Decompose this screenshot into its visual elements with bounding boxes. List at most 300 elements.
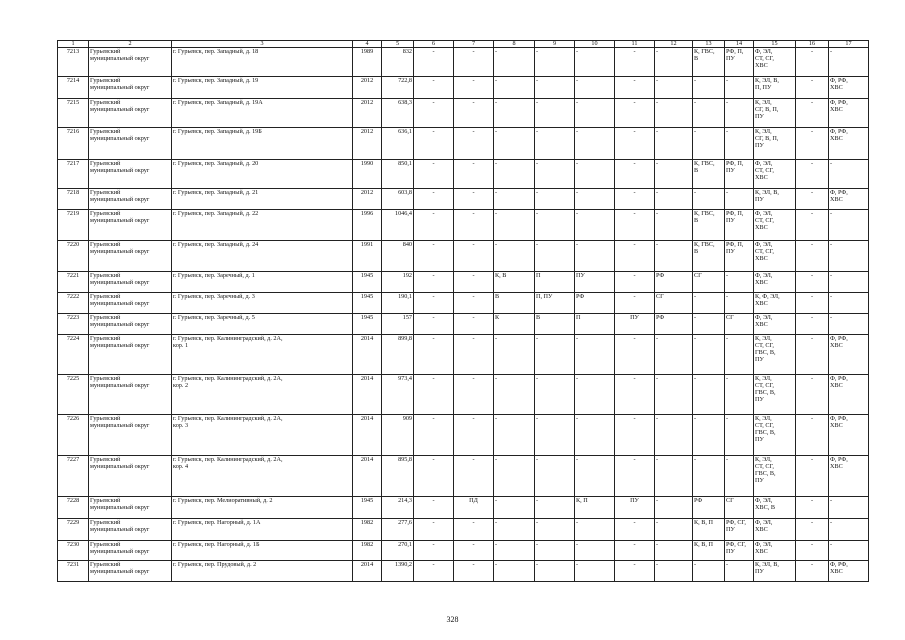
table-cell: 722,8 — [382, 77, 414, 99]
table-cell: - — [414, 497, 454, 519]
table-row — [58, 160, 869, 189]
table-row — [58, 314, 869, 335]
table-cell: - — [414, 314, 454, 335]
table-cell: 7217 — [58, 160, 89, 189]
table-row — [58, 48, 869, 77]
table-row — [58, 375, 869, 415]
table-cell: ПУ — [615, 314, 655, 335]
table-cell: 636,1 — [382, 128, 414, 160]
table-cell: - — [494, 519, 535, 541]
table-cell: - — [693, 314, 725, 335]
table-row — [58, 99, 869, 128]
table-cell: - — [494, 456, 535, 497]
table-cell: - — [535, 415, 575, 456]
table-cell: - — [615, 241, 655, 272]
table-row — [58, 456, 869, 497]
table-cell: - — [575, 77, 615, 99]
table-cell: Гурьевский муниципальный округ — [89, 415, 172, 456]
table-cell: К, ЭЛ, СТ, СГ, ГВС, В, ПУ — [754, 335, 796, 375]
table-cell: - — [454, 293, 494, 314]
table-cell: - — [575, 128, 615, 160]
table-cell: - — [535, 48, 575, 77]
table-cell: Гурьевский муниципальный округ — [89, 128, 172, 160]
table-cell: 7215 — [58, 99, 89, 128]
table-cell: К, ЭЛ, В, П, ПУ — [754, 77, 796, 99]
table-cell: - — [494, 335, 535, 375]
table-cell: - — [655, 497, 693, 519]
table-cell: - — [535, 128, 575, 160]
table-cell: РФ, СГ, ПУ — [725, 519, 754, 541]
table-cell: - — [575, 160, 615, 189]
table-cell: - — [494, 541, 535, 561]
table-cell: - — [454, 160, 494, 189]
table-cell: 1945 — [353, 314, 382, 335]
column-number-cell: 13 — [693, 41, 725, 48]
table-cell: - — [575, 519, 615, 541]
table-cell: - — [693, 99, 725, 128]
table-cell: - — [454, 335, 494, 375]
table-cell: г. Гурьевск, пер. Заречный, д. 3 — [172, 293, 353, 314]
table-cell: 7229 — [58, 519, 89, 541]
table-cell: - — [693, 375, 725, 415]
table-cell: 7214 — [58, 77, 89, 99]
table-cell: - — [829, 210, 869, 241]
table-cell: - — [494, 210, 535, 241]
table-cell: - — [535, 375, 575, 415]
table-cell: - — [829, 48, 869, 77]
table-cell: Ф, ЭЛ, ХВС — [754, 541, 796, 561]
table-cell: - — [454, 99, 494, 128]
table-cell: СГ — [725, 314, 754, 335]
table-cell: 7213 — [58, 48, 89, 77]
table-cell: 2012 — [353, 128, 382, 160]
table-cell: 2012 — [353, 189, 382, 210]
table-cell: 899,8 — [382, 335, 414, 375]
table-cell: - — [454, 128, 494, 160]
table-cell: - — [796, 497, 829, 519]
table-cell: К, ЭЛ, СТ, СГ, ГВС, В, ПУ — [754, 456, 796, 497]
table-cell: - — [535, 189, 575, 210]
table-cell: - — [494, 99, 535, 128]
table-cell: - — [725, 561, 754, 582]
table-cell: 277,6 — [382, 519, 414, 541]
table-cell: - — [796, 541, 829, 561]
table-cell: - — [414, 541, 454, 561]
table-cell: - — [454, 272, 494, 293]
table-cell: К, ЭЛ, В, ПУ — [754, 189, 796, 210]
table-cell: 270,1 — [382, 541, 414, 561]
table-cell: П, ПУ — [535, 293, 575, 314]
table-cell: - — [454, 415, 494, 456]
table-cell: Гурьевский муниципальный округ — [89, 519, 172, 541]
table-cell: г. Гурьевск, пер. Западный, д. 24 — [172, 241, 353, 272]
table-row — [58, 77, 869, 99]
table-cell: Ф, ЭЛ, СТ, СГ, ХВС — [754, 48, 796, 77]
table-cell: - — [414, 375, 454, 415]
table-cell: 1945 — [353, 497, 382, 519]
table-cell: 2014 — [353, 561, 382, 582]
table-cell: К — [494, 314, 535, 335]
table-cell: - — [535, 335, 575, 375]
table-cell: - — [575, 456, 615, 497]
table-cell: РФ, П, ПУ — [725, 210, 754, 241]
table-row — [58, 241, 869, 272]
table-cell: - — [414, 561, 454, 582]
column-number-cell: 7 — [454, 41, 494, 48]
table-cell: 1945 — [353, 293, 382, 314]
table-cell: - — [575, 48, 615, 77]
table-cell: - — [414, 293, 454, 314]
table-cell: К, ЭЛ, СТ, СГ, ГВС, В, ПУ — [754, 375, 796, 415]
table-cell: СГ — [693, 272, 725, 293]
table-cell: г. Гурьевск, пер. Калининградский, д. 2А, кор. 4 — [172, 456, 353, 497]
table-cell: - — [535, 541, 575, 561]
table-cell: - — [615, 77, 655, 99]
table-cell: - — [655, 375, 693, 415]
table-cell: 7220 — [58, 241, 89, 272]
table-cell: - — [414, 210, 454, 241]
table-cell: - — [655, 415, 693, 456]
table-cell: К, В — [494, 272, 535, 293]
table-cell: 638,3 — [382, 99, 414, 128]
column-number-cell: 9 — [535, 41, 575, 48]
table-cell: - — [615, 99, 655, 128]
column-number-cell: 10 — [575, 41, 615, 48]
table-cell: - — [494, 77, 535, 99]
table-row — [58, 128, 869, 160]
table-cell: Ф, РФ, ХВС — [829, 335, 869, 375]
table-cell: - — [414, 241, 454, 272]
table-cell: Ф, ЭЛ, ХВС — [754, 519, 796, 541]
table-cell: - — [575, 99, 615, 128]
table-cell: 1390,2 — [382, 561, 414, 582]
table-cell: - — [655, 48, 693, 77]
table-cell: - — [494, 48, 535, 77]
table-cell: К, ЭЛ, СГ, В, П, ПУ — [754, 99, 796, 128]
table-cell: 1982 — [353, 541, 382, 561]
table-cell: - — [454, 375, 494, 415]
column-number-cell: 14 — [725, 41, 754, 48]
table-cell: - — [829, 541, 869, 561]
table-cell: РФ — [655, 314, 693, 335]
table-cell: 7218 — [58, 189, 89, 210]
housing-register-table — [57, 40, 869, 582]
table-cell: г. Гурьевск, пер. Западный, д. 20 — [172, 160, 353, 189]
table-cell: 2014 — [353, 335, 382, 375]
table-cell: 7223 — [58, 314, 89, 335]
table-cell: - — [725, 293, 754, 314]
table-cell: - — [494, 160, 535, 189]
table-cell: - — [829, 293, 869, 314]
table-cell: К, ЭЛ, СГ, В, П, ПУ — [754, 128, 796, 160]
table-row — [58, 272, 869, 293]
table-cell: К, ГВС, В — [693, 210, 725, 241]
table-cell: - — [796, 99, 829, 128]
table-cell: Ф, РФ, ХВС — [829, 128, 869, 160]
table-cell: Гурьевский муниципальный округ — [89, 160, 172, 189]
table-cell: - — [693, 415, 725, 456]
table-cell: 2014 — [353, 375, 382, 415]
table-cell: г. Гурьевск, пер. Западный, д. 21 — [172, 189, 353, 210]
table-cell: 7227 — [58, 456, 89, 497]
table-cell: - — [655, 541, 693, 561]
table-cell: Гурьевский муниципальный округ — [89, 210, 172, 241]
table-cell: - — [494, 415, 535, 456]
table-cell: 7224 — [58, 335, 89, 375]
table-cell: - — [655, 241, 693, 272]
table-cell: - — [615, 375, 655, 415]
column-number-row — [58, 41, 869, 48]
table-cell: Ф, ЭЛ, ХВС — [754, 272, 796, 293]
table-cell: Гурьевский муниципальный округ — [89, 561, 172, 582]
table-row — [58, 541, 869, 561]
table-cell: г. Гурьевск, пер. Западный, д. 19Б — [172, 128, 353, 160]
table-cell: ПУ — [615, 497, 655, 519]
table-cell: 190,1 — [382, 293, 414, 314]
table-cell: - — [615, 561, 655, 582]
table-cell: - — [829, 314, 869, 335]
table-cell: - — [615, 128, 655, 160]
table-cell: 7228 — [58, 497, 89, 519]
table-cell: г. Гурьевск, пер. Западный, д. 19А — [172, 99, 353, 128]
table-cell: Гурьевский муниципальный округ — [89, 497, 172, 519]
table-cell: 214,3 — [382, 497, 414, 519]
table-cell: - — [693, 189, 725, 210]
table-cell: - — [693, 335, 725, 375]
table-cell: - — [414, 335, 454, 375]
table-cell: - — [796, 241, 829, 272]
table-cell: 7230 — [58, 541, 89, 561]
table-cell: 7225 — [58, 375, 89, 415]
column-number-cell: 5 — [382, 41, 414, 48]
table-cell: 2012 — [353, 77, 382, 99]
table-cell: Гурьевский муниципальный округ — [89, 48, 172, 77]
column-number-cell: 1 — [58, 41, 89, 48]
table-cell: - — [454, 561, 494, 582]
table-cell: - — [454, 210, 494, 241]
table-cell: - — [796, 335, 829, 375]
table-cell: - — [725, 77, 754, 99]
table-cell: - — [615, 272, 655, 293]
table-cell: К, В, П — [693, 519, 725, 541]
table-cell: Гурьевский муниципальный округ — [89, 77, 172, 99]
table-cell: СГ — [655, 293, 693, 314]
table-cell: г. Гурьевск, пер. Западный, д. 22 — [172, 210, 353, 241]
table-cell: П — [535, 272, 575, 293]
table-cell: 832 — [382, 48, 414, 77]
table-cell: П — [575, 314, 615, 335]
table-cell: г. Гурьевск, пер. Калининградский, д. 2А, кор. 2 — [172, 375, 353, 415]
table-cell: - — [615, 335, 655, 375]
table-cell: - — [494, 375, 535, 415]
table-cell: - — [454, 189, 494, 210]
table-cell: - — [414, 456, 454, 497]
table-cell: К, ГВС, В — [693, 48, 725, 77]
table-cell: - — [655, 561, 693, 582]
table-cell: - — [575, 541, 615, 561]
column-number-cell: 12 — [655, 41, 693, 48]
table-cell: Гурьевский муниципальный округ — [89, 335, 172, 375]
table-cell: ПУ — [575, 272, 615, 293]
table-cell: Ф, РФ, ХВС — [829, 456, 869, 497]
table-cell: Гурьевский муниципальный округ — [89, 272, 172, 293]
table-cell: - — [655, 519, 693, 541]
table-cell: - — [414, 272, 454, 293]
column-number-cell: 11 — [615, 41, 655, 48]
table-cell: - — [829, 519, 869, 541]
table-row — [58, 335, 869, 375]
table-cell: 1982 — [353, 519, 382, 541]
table-cell: - — [494, 189, 535, 210]
table-cell: В — [535, 314, 575, 335]
table-cell: - — [575, 561, 615, 582]
table-cell: - — [725, 99, 754, 128]
table-cell: - — [829, 241, 869, 272]
table-cell: - — [796, 48, 829, 77]
table-cell: Ф, ЭЛ, СТ, СГ, ХВС — [754, 241, 796, 272]
table-cell: - — [796, 189, 829, 210]
table-cell: - — [454, 519, 494, 541]
table-cell: - — [615, 189, 655, 210]
table-cell: - — [725, 375, 754, 415]
table-cell: 895,8 — [382, 456, 414, 497]
table-cell: - — [535, 497, 575, 519]
table-cell: - — [414, 77, 454, 99]
table-cell: 2014 — [353, 456, 382, 497]
table-cell: - — [535, 519, 575, 541]
table-cell: Гурьевский муниципальный округ — [89, 293, 172, 314]
table-cell: - — [693, 77, 725, 99]
table-cell: - — [655, 99, 693, 128]
table-cell: - — [414, 415, 454, 456]
table-cell: - — [535, 77, 575, 99]
table-cell: - — [655, 210, 693, 241]
table-cell: - — [414, 189, 454, 210]
table-cell: Ф, РФ, ХВС — [829, 189, 869, 210]
table-cell: - — [725, 456, 754, 497]
table-cell: Гурьевский муниципальный округ — [89, 541, 172, 561]
table-cell: 2014 — [353, 415, 382, 456]
table-cell: - — [796, 128, 829, 160]
table-cell: СГ — [725, 497, 754, 519]
table-cell: 7226 — [58, 415, 89, 456]
table-cell: 840 — [382, 241, 414, 272]
table-cell: - — [655, 77, 693, 99]
table-cell: В — [494, 293, 535, 314]
table-cell: г. Гурьевск, пер. Мелиоративный, д. 2 — [172, 497, 353, 519]
table-cell: 7231 — [58, 561, 89, 582]
table-cell: - — [535, 160, 575, 189]
table-cell: К, П — [575, 497, 615, 519]
table-cell: Ф, ЭЛ, СТ, СГ, ХВС — [754, 210, 796, 241]
table-cell: Ф, ЭЛ, СТ, СГ, ХВС — [754, 160, 796, 189]
table-cell: - — [796, 561, 829, 582]
table-cell: - — [615, 541, 655, 561]
table-cell: - — [494, 497, 535, 519]
table-cell: Ф, ЭЛ, ХВС, В — [754, 497, 796, 519]
table-cell: - — [575, 375, 615, 415]
table-cell: - — [725, 128, 754, 160]
table-cell: Гурьевский муниципальный округ — [89, 456, 172, 497]
table-cell: - — [615, 456, 655, 497]
table-cell: 7222 — [58, 293, 89, 314]
table-cell: 1046,4 — [382, 210, 414, 241]
table-cell: - — [535, 210, 575, 241]
table-cell: - — [693, 456, 725, 497]
table-row — [58, 293, 869, 314]
table-cell: - — [454, 541, 494, 561]
column-number-cell: 2 — [89, 41, 172, 48]
table-cell: К, В, П — [693, 541, 725, 561]
table-cell: г. Гурьевск, пер. Калининградский, д. 2А, кор. 3 — [172, 415, 353, 456]
column-number-cell: 15 — [754, 41, 796, 48]
table-cell: Ф, ЭЛ, ХВС — [754, 314, 796, 335]
table-cell: г. Гурьевск, пер. Западный, д. 18 — [172, 48, 353, 77]
table-cell: - — [615, 293, 655, 314]
table-cell: Гурьевский муниципальный округ — [89, 99, 172, 128]
table-cell: - — [414, 160, 454, 189]
column-number-cell: 8 — [494, 41, 535, 48]
table-cell: - — [796, 314, 829, 335]
table-cell: РФ, П, ПУ — [725, 48, 754, 77]
table-cell: Ф, РФ, ХВС — [829, 375, 869, 415]
table-row — [58, 519, 869, 541]
table-cell: Ф, РФ, ХВС — [829, 415, 869, 456]
table-cell: - — [655, 335, 693, 375]
table-cell: - — [725, 335, 754, 375]
table-cell: Ф, РФ, ХВС — [829, 77, 869, 99]
column-number-cell: 6 — [414, 41, 454, 48]
table-cell: 973,4 — [382, 375, 414, 415]
table-cell: - — [414, 48, 454, 77]
table-cell: - — [796, 160, 829, 189]
table-cell: - — [829, 272, 869, 293]
table-cell: Гурьевский муниципальный округ — [89, 314, 172, 335]
table-cell: - — [655, 456, 693, 497]
table-cell: - — [693, 293, 725, 314]
table-row — [58, 210, 869, 241]
table-cell: - — [725, 189, 754, 210]
table-cell: - — [829, 497, 869, 519]
table-cell: 7221 — [58, 272, 89, 293]
column-number-cell: 3 — [172, 41, 353, 48]
table-cell: 1945 — [353, 272, 382, 293]
table-cell: К, ЭЛ, В, ПУ — [754, 561, 796, 582]
table-cell: г. Гурьевск, пер. Прудовый, д. 2 — [172, 561, 353, 582]
table-row — [58, 561, 869, 582]
table-cell: 7216 — [58, 128, 89, 160]
table-cell: - — [414, 99, 454, 128]
table-cell: - — [615, 519, 655, 541]
table-cell: К, Ф, ЭЛ, ХВС — [754, 293, 796, 314]
page-number: 328 — [446, 615, 459, 624]
table-cell: 2012 — [353, 99, 382, 128]
table-cell: - — [693, 128, 725, 160]
table-cell: - — [615, 210, 655, 241]
table-cell: - — [414, 128, 454, 160]
table-cell: - — [494, 561, 535, 582]
column-number-cell: 17 — [829, 41, 869, 48]
table-cell: - — [454, 456, 494, 497]
table-cell: - — [725, 415, 754, 456]
table-cell: Гурьевский муниципальный округ — [89, 189, 172, 210]
table-cell: - — [796, 210, 829, 241]
table-cell: РФ — [575, 293, 615, 314]
table-cell: - — [829, 160, 869, 189]
table-cell: 909 — [382, 415, 414, 456]
table-cell: - — [535, 561, 575, 582]
table-cell: 7219 — [58, 210, 89, 241]
